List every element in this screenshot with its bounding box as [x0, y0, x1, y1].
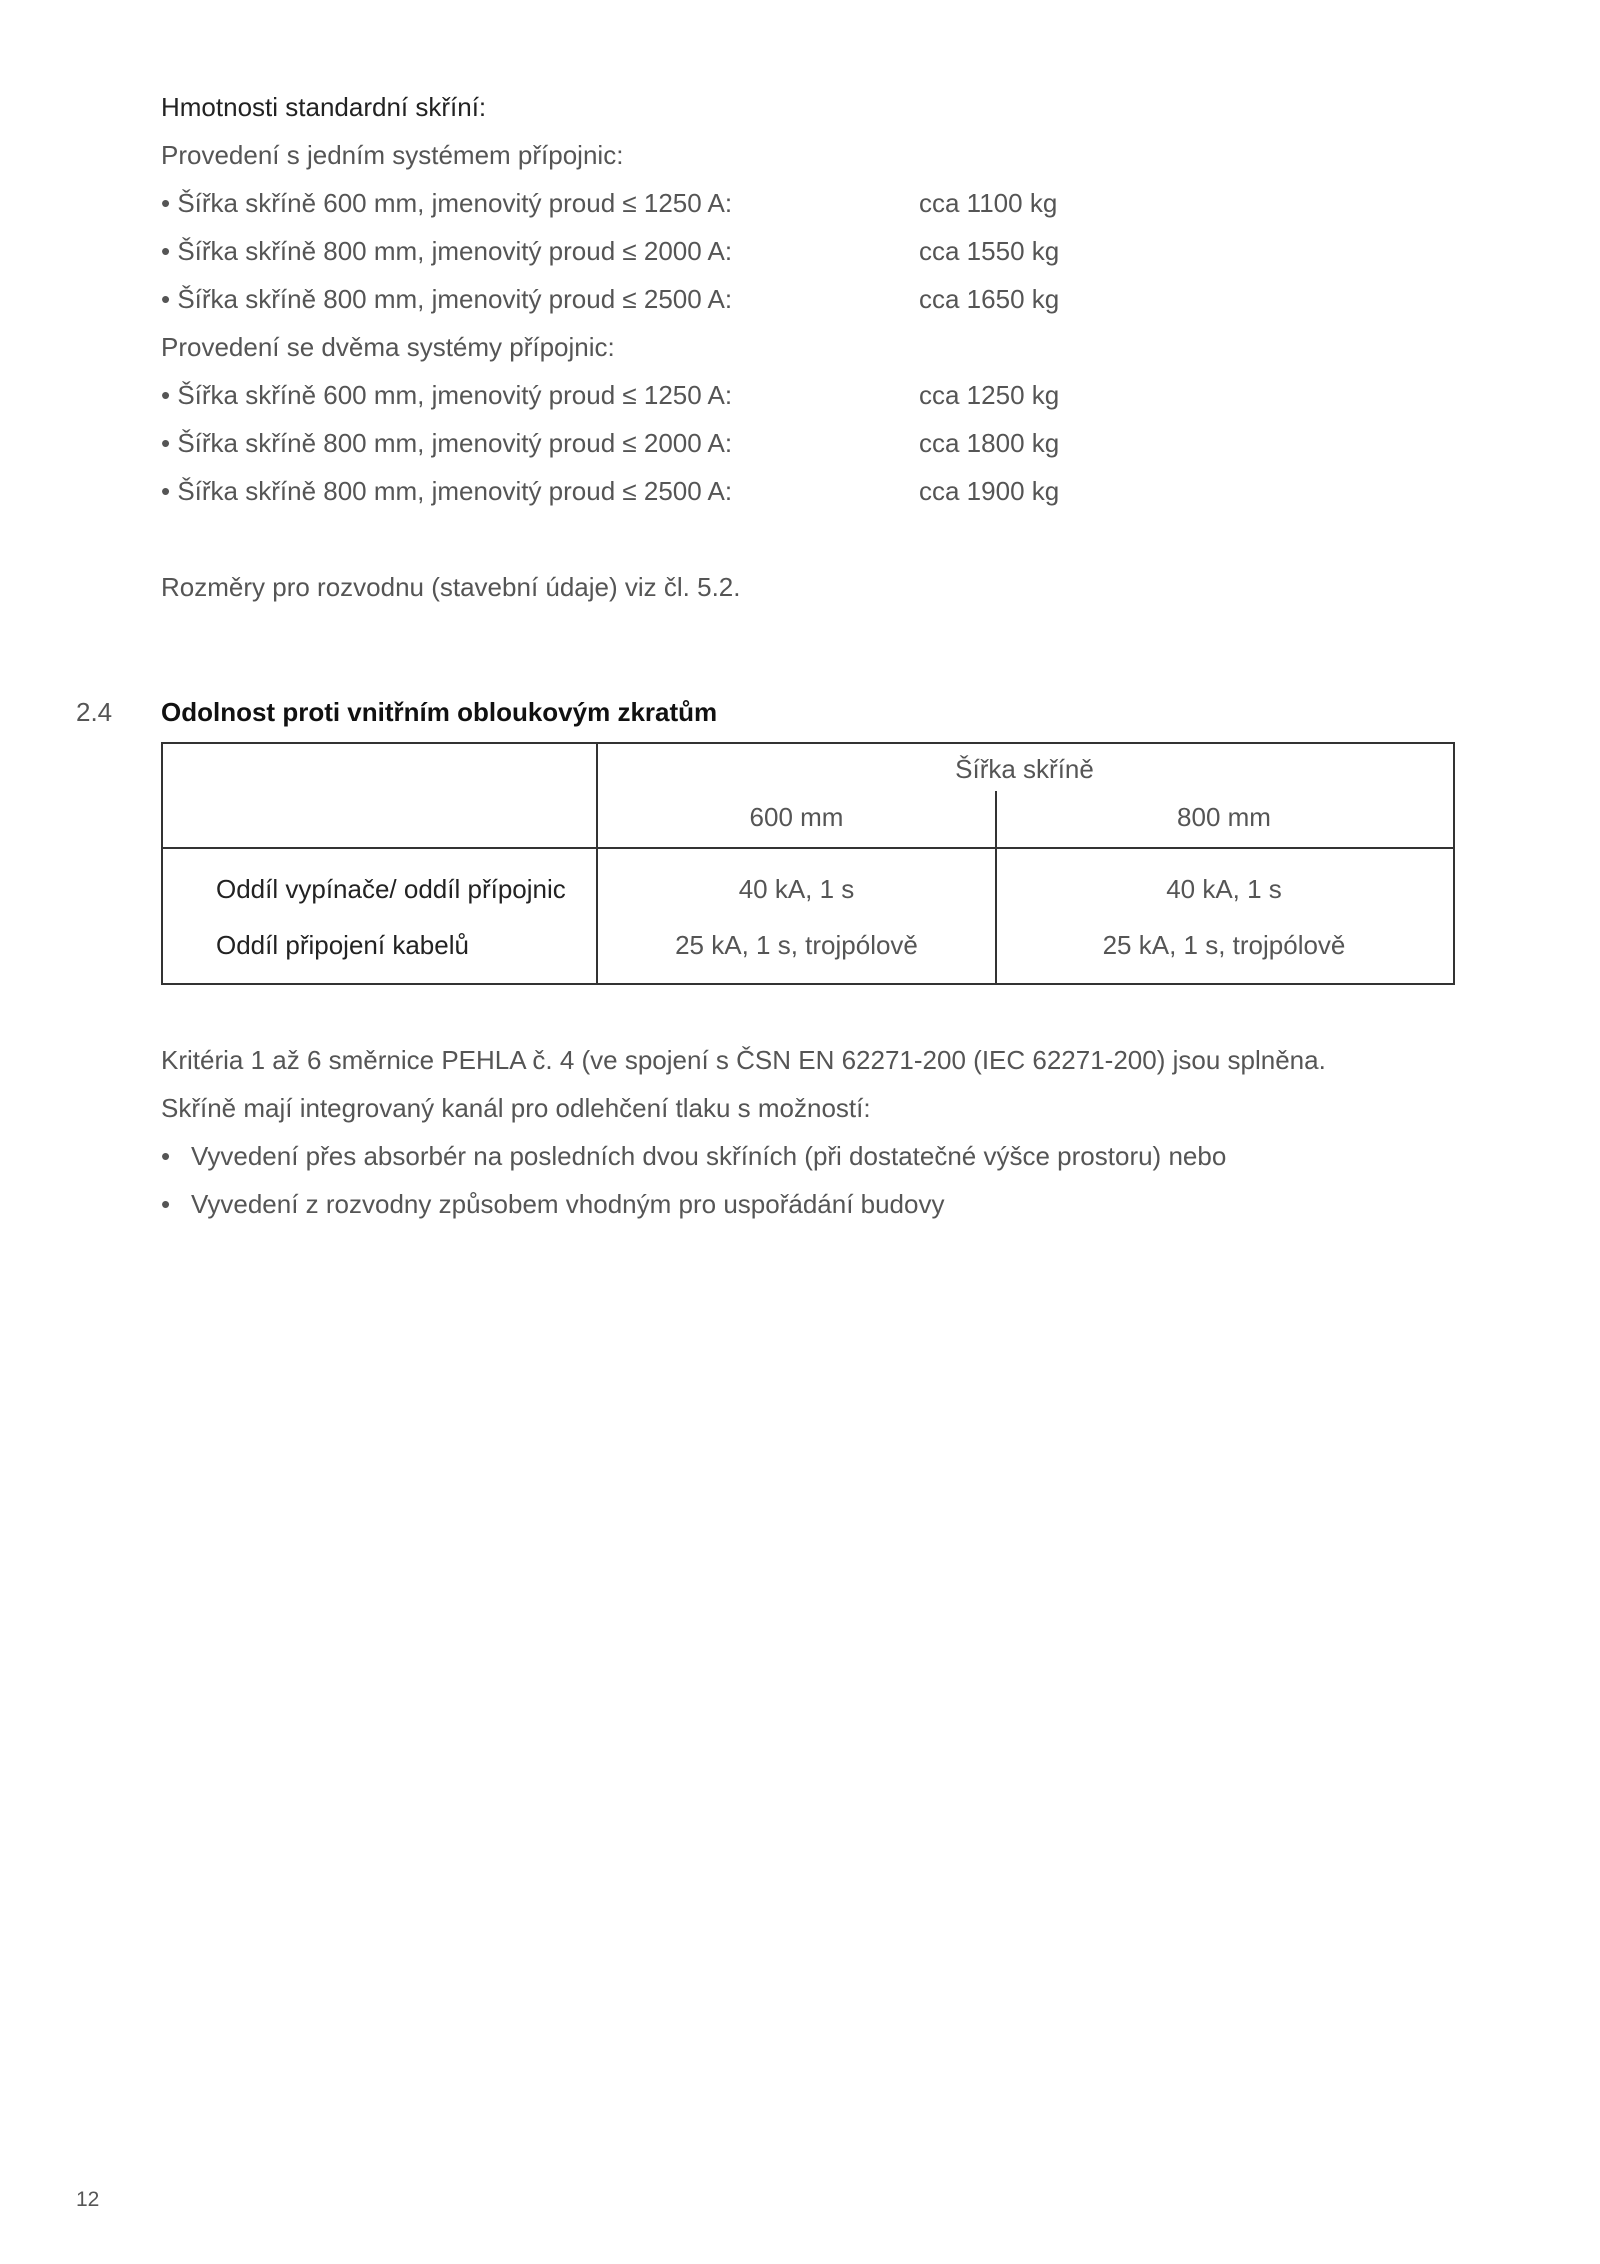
criteria-paragraph: Kritéria 1 až 6 směrnice PEHLA č. 4 (ve spojení s ČSN EN 62271-200 (IEC 62271-200) jsou splněna. — [161, 1045, 1326, 1075]
weight-value-single-3: cca 1650 kg — [919, 284, 1060, 314]
section-title: Odolnost proti vnitřním obloukovým zkratům — [161, 697, 718, 727]
table-col-600: 600 mm — [749, 802, 844, 832]
weights-title: Hmotnosti standardní skříní: — [161, 92, 487, 122]
weight-value-double-2: cca 1800 kg — [919, 428, 1060, 458]
weight-label-single-2: • Šířka skříně 800 mm, jmenovitý proud ≤ 2000 A: — [161, 236, 733, 266]
single-system-heading: Provedení s jedním systémem přípojnic: — [161, 140, 624, 170]
table-col-800: 800 mm — [1177, 802, 1271, 832]
weight-value-double-1: cca 1250 kg — [919, 380, 1060, 410]
bullet-symbol: • — [161, 1189, 171, 1219]
table-row-2-800: 25 kA, 1 s, trojpólově — [1102, 930, 1346, 960]
bullet-item-1: Vyvedení přes absorbér na posledních dvou skříních (při dostatečné výšce prostoru) nebo — [191, 1141, 1227, 1171]
weight-label-single-1: • Šířka skříně 600 mm, jmenovitý proud ≤ 1250 A: — [161, 188, 733, 218]
table-row-2-label: Oddíl připojení kabelů — [216, 930, 469, 960]
weight-value-double-3: cca 1900 kg — [919, 476, 1060, 506]
table-row-1-800: 40 kA, 1 s — [1166, 874, 1282, 904]
weight-value-single-2: cca 1550 kg — [919, 236, 1060, 266]
table-row-1-label: Oddíl vypínače/ oddíl přípojnic — [216, 874, 566, 904]
table-row-2-600: 25 kA, 1 s, trojpólově — [675, 930, 918, 960]
weight-label-double-3: • Šířka skříně 800 mm, jmenovitý proud ≤ 2500 A: — [161, 476, 733, 506]
weight-value-single-1: cca 1100 kg — [919, 188, 1058, 218]
weight-label-single-3: • Šířka skříně 800 mm, jmenovitý proud ≤ 2500 A: — [161, 284, 733, 314]
channel-paragraph: Skříně mají integrovaný kanál pro odlehčení tlaku s možností: — [161, 1093, 871, 1123]
bullet-symbol: • — [161, 1141, 171, 1171]
dimensions-note: Rozměry pro rozvodnu (stavební údaje) viz čl. 5.2. — [161, 572, 741, 602]
arc-resistance-table — [161, 742, 1455, 985]
page-number: 12 — [76, 2188, 100, 2211]
table-header-divider — [163, 847, 1453, 849]
weight-label-double-1: • Šířka skříně 600 mm, jmenovitý proud ≤ 1250 A: — [161, 380, 733, 410]
table-group-header: Šířka skříně — [955, 754, 1094, 784]
section-number: 2.4 — [76, 697, 113, 727]
double-system-heading: Provedení se dvěma systémy přípojnic: — [161, 332, 615, 362]
table-row-1-600: 40 kA, 1 s — [738, 874, 855, 904]
weight-label-double-2: • Šířka skříně 800 mm, jmenovitý proud ≤ 2000 A: — [161, 428, 733, 458]
bullet-item-2: Vyvedení z rozvodny způsobem vhodným pro uspořádání budovy — [191, 1189, 945, 1219]
